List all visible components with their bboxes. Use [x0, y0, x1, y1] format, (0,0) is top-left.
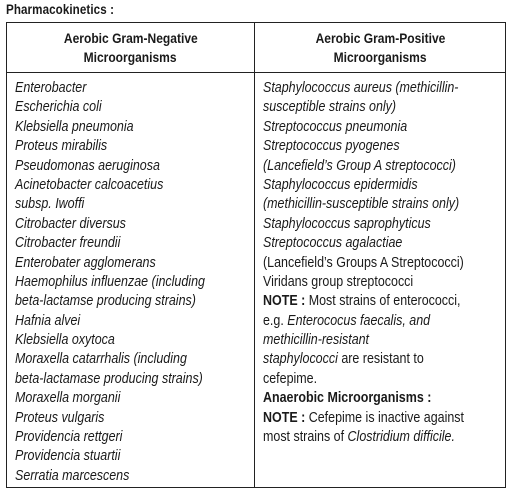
list-item: Pseudomonas aeruginosa: [15, 157, 160, 174]
list-item: susceptible strains only): [263, 99, 397, 116]
list-item: Klebsiella pneumonia: [15, 118, 134, 135]
list-item: Providencia stuartii: [15, 448, 121, 465]
list-item: e.g. Enterococus faecalis, and: [263, 312, 431, 329]
list-item: (methicillin-susceptible strains only): [263, 196, 460, 213]
list-item: Streptococcus agalactiae: [263, 235, 403, 252]
organism-table: [6, 22, 506, 488]
list-item: Moraxella catarrhalis (including: [15, 351, 187, 368]
column-header-gram-positive: Aerobic Gram-Positive Microorganisms: [315, 30, 446, 65]
list-item: Staphylococcus aureus (methicillin-: [263, 80, 459, 96]
list-item: Klebsiella oxytoca: [15, 332, 115, 349]
list-item: Staphylococcus saprophyticus: [263, 215, 431, 232]
list-item: cefepime.: [263, 370, 318, 387]
list-item: Hafnia alvei: [15, 312, 81, 329]
section-heading: Pharmacokinetics :: [6, 2, 115, 17]
gram-negative-list: [15, 79, 236, 486]
list-item: Viridans group streptococci: [263, 273, 414, 290]
list-item: Enterobater agglomerans: [15, 254, 156, 271]
list-item: Staphylococcus epidermidis: [263, 176, 418, 193]
anaerobic-heading: Anaerobic Microorganisms :: [263, 390, 432, 407]
list-item: most strains of Clostridium difficile.: [263, 429, 455, 446]
gram-positive-list: [263, 79, 497, 447]
list-item: (Lancefield’s Groups A Streptococci): [263, 254, 464, 271]
list-item: Proteus vulgaris: [15, 409, 105, 426]
column-divider: [254, 23, 255, 487]
list-item: Citrobacter diversus: [15, 215, 126, 232]
note-label: NOTE :: [263, 293, 306, 310]
list-item: Citrobacter freundii: [15, 235, 121, 252]
list-item: Proteus mirabilis: [15, 138, 108, 155]
list-item: beta-lactamase producing strains): [15, 370, 203, 387]
list-item: beta-lactamse producing strains): [15, 293, 196, 310]
list-item: Escherichia coli: [15, 99, 102, 116]
column-header-gram-negative: Aerobic Gram-Negative Microorganisms: [63, 30, 198, 65]
list-item: Moraxella morganii: [15, 390, 121, 407]
note-label: NOTE :: [263, 409, 306, 426]
list-item: Haemophilus influenzae (including: [15, 273, 205, 290]
list-item: methicillin-resistant: [263, 332, 370, 349]
header-divider: [7, 72, 505, 73]
note-text: Most strains of enterococci,: [305, 293, 461, 310]
note-enterococci: [263, 292, 464, 311]
list-item: subsp. Iwoffi: [15, 196, 85, 213]
list-item: Streptococcus pneumonia: [263, 118, 408, 135]
list-item: Enterobacter: [15, 80, 87, 96]
note-text: Cefepime is inactive against: [305, 409, 464, 426]
list-item: Providencia rettgeri: [15, 429, 123, 446]
list-item: staphylococci are resistant to: [263, 351, 424, 368]
list-item: Serratia marcescens: [15, 467, 130, 484]
note-cefepime: [263, 409, 464, 428]
list-item: Acinetobacter calcoacetius: [15, 176, 164, 193]
list-item: Streptococcus pyogenes: [263, 138, 400, 155]
list-item: (Lancefield’s Group A streptococci): [263, 157, 456, 174]
